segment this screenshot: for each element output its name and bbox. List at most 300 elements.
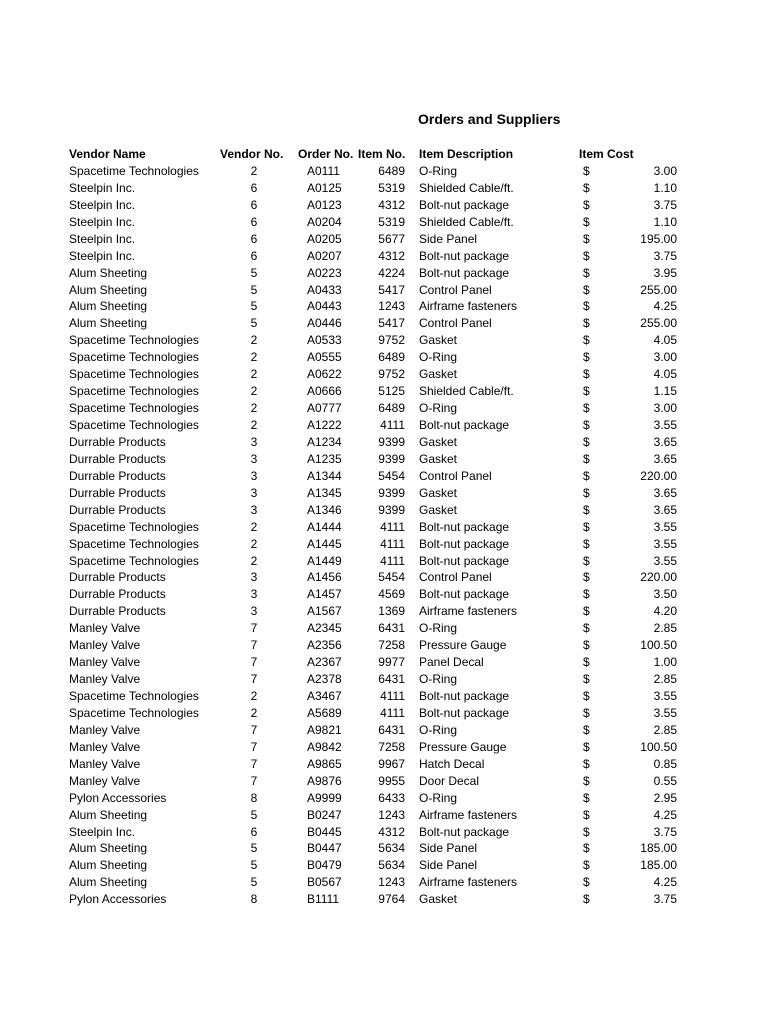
cell-item-cost: 220.00 bbox=[640, 570, 677, 585]
cell-order-no: A0125 bbox=[307, 180, 342, 195]
cell-order-no: A2367 bbox=[307, 655, 342, 670]
cell-item-cost: 2.85 bbox=[653, 672, 677, 687]
cell-item-no: 5634 bbox=[378, 841, 405, 856]
page-title: Orders and Suppliers bbox=[418, 111, 561, 127]
table-header bbox=[0, 146, 768, 163]
cell-item-description: Gasket bbox=[419, 333, 458, 348]
cell-item-cost: 3.65 bbox=[653, 502, 677, 517]
cell-item-no: 9399 bbox=[378, 434, 405, 449]
cell-vendor-no: 6 bbox=[250, 231, 258, 246]
table-row bbox=[0, 586, 768, 603]
cell-item-no: 9399 bbox=[378, 502, 405, 517]
cell-currency-symbol: $ bbox=[583, 265, 590, 280]
cell-item-no: 9967 bbox=[378, 756, 405, 771]
cell-item-description: Gasket bbox=[419, 451, 458, 466]
cell-order-no: A1457 bbox=[307, 587, 342, 602]
cell-item-cost: 3.50 bbox=[653, 587, 677, 602]
table-row bbox=[0, 637, 768, 654]
cell-item-description: Pressure Gauge bbox=[419, 638, 507, 653]
cell-vendor-no: 7 bbox=[250, 773, 258, 788]
cell-order-no: A1445 bbox=[307, 536, 342, 551]
cell-currency-symbol: $ bbox=[583, 519, 590, 534]
table-row bbox=[0, 214, 768, 231]
cell-currency-symbol: $ bbox=[583, 451, 590, 466]
cell-item-no: 7258 bbox=[378, 638, 405, 653]
cell-item-cost: 255.00 bbox=[640, 282, 677, 297]
cell-currency-symbol: $ bbox=[583, 892, 590, 907]
cell-vendor-no: 3 bbox=[250, 604, 258, 619]
table-row bbox=[0, 502, 768, 519]
cell-currency-symbol: $ bbox=[583, 604, 590, 619]
cell-vendor-name: Manley Valve bbox=[69, 739, 141, 754]
cell-order-no: A1444 bbox=[307, 519, 342, 534]
cell-vendor-no: 2 bbox=[250, 536, 258, 551]
cell-vendor-no: 8 bbox=[250, 892, 258, 907]
header-vendor-no: Vendor No. bbox=[220, 147, 284, 161]
table-row bbox=[0, 536, 768, 553]
cell-currency-symbol: $ bbox=[583, 197, 590, 212]
cell-vendor-name: Spacetime Technologies bbox=[69, 333, 199, 348]
cell-item-cost: 3.55 bbox=[653, 553, 677, 568]
cell-item-description: O-Ring bbox=[419, 401, 458, 416]
cell-vendor-name: Spacetime Technologies bbox=[69, 367, 199, 382]
table-row bbox=[0, 773, 768, 790]
cell-vendor-name: Durrable Products bbox=[69, 468, 166, 483]
cell-vendor-no: 6 bbox=[250, 197, 258, 212]
cell-currency-symbol: $ bbox=[583, 299, 590, 314]
cell-vendor-no: 5 bbox=[250, 875, 258, 890]
cell-currency-symbol: $ bbox=[583, 418, 590, 432]
cell-currency-symbol: $ bbox=[583, 841, 590, 856]
cell-vendor-name: Durrable Products bbox=[69, 485, 166, 500]
header-order-no: Order No. bbox=[298, 147, 354, 161]
table-row bbox=[0, 315, 768, 332]
cell-item-description: O-Ring bbox=[419, 790, 458, 805]
cell-vendor-no: 7 bbox=[250, 722, 258, 737]
cell-order-no: A3467 bbox=[307, 689, 342, 703]
cell-item-cost: 3.55 bbox=[653, 536, 677, 551]
cell-item-no: 5454 bbox=[378, 468, 405, 483]
cell-vendor-name: Pylon Accessories bbox=[69, 790, 167, 805]
table-row bbox=[0, 569, 768, 586]
cell-item-no: 5454 bbox=[378, 570, 405, 585]
cell-vendor-no: 2 bbox=[250, 333, 258, 348]
table-row bbox=[0, 519, 768, 536]
cell-item-cost: 2.85 bbox=[653, 621, 677, 636]
table-row bbox=[0, 688, 768, 705]
cell-item-cost: 3.75 bbox=[653, 824, 677, 839]
table-row bbox=[0, 671, 768, 688]
cell-item-no: 5319 bbox=[378, 214, 405, 229]
cell-vendor-no: 7 bbox=[250, 756, 258, 771]
cell-vendor-no: 3 bbox=[250, 468, 258, 483]
cell-currency-symbol: $ bbox=[583, 384, 590, 399]
cell-item-no: 4224 bbox=[378, 265, 405, 280]
cell-vendor-name: Manley Valve bbox=[69, 672, 141, 687]
table-row bbox=[0, 705, 768, 722]
cell-vendor-name: Spacetime Technologies bbox=[69, 689, 199, 703]
table-row bbox=[0, 485, 768, 502]
cell-item-no: 5417 bbox=[378, 316, 405, 331]
cell-vendor-no: 3 bbox=[250, 502, 258, 517]
cell-item-description: Door Decal bbox=[419, 773, 480, 788]
cell-item-no: 5417 bbox=[378, 282, 405, 297]
table-row bbox=[0, 349, 768, 366]
cell-currency-symbol: $ bbox=[583, 858, 590, 873]
header-item-no: Item No. bbox=[358, 147, 406, 161]
cell-item-description: Shielded Cable/ft. bbox=[419, 214, 514, 229]
cell-item-cost: 3.00 bbox=[653, 163, 677, 178]
cell-item-cost: 185.00 bbox=[640, 858, 677, 873]
cell-vendor-no: 6 bbox=[250, 180, 258, 195]
cell-item-no: 4111 bbox=[380, 689, 405, 703]
cell-vendor-name: Steelpin Inc. bbox=[69, 824, 136, 839]
cell-item-description: Bolt-nut package bbox=[419, 265, 510, 280]
cell-currency-symbol: $ bbox=[583, 756, 590, 771]
cell-order-no: A1222 bbox=[307, 418, 342, 432]
cell-currency-symbol: $ bbox=[583, 485, 590, 500]
cell-vendor-name: Durrable Products bbox=[69, 502, 166, 517]
cell-item-no: 1243 bbox=[378, 875, 405, 890]
cell-order-no: A0666 bbox=[307, 384, 342, 399]
cell-item-description: Airframe fasteners bbox=[419, 604, 518, 619]
cell-vendor-name: Spacetime Technologies bbox=[69, 163, 199, 178]
cell-vendor-name: Durrable Products bbox=[69, 587, 166, 602]
cell-item-no: 4569 bbox=[378, 587, 405, 602]
cell-currency-symbol: $ bbox=[583, 401, 590, 416]
cell-item-description: Panel Decal bbox=[419, 655, 484, 670]
cell-item-cost: 0.55 bbox=[653, 773, 677, 788]
cell-item-description: O-Ring bbox=[419, 722, 458, 737]
table-row bbox=[0, 891, 768, 908]
cell-vendor-no: 5 bbox=[250, 858, 258, 873]
cell-currency-symbol: $ bbox=[583, 773, 590, 788]
cell-order-no: B0247 bbox=[307, 807, 342, 822]
cell-vendor-name: Pylon Accessories bbox=[69, 892, 167, 907]
cell-vendor-name: Durrable Products bbox=[69, 570, 166, 585]
cell-item-cost: 3.75 bbox=[653, 248, 677, 263]
cell-vendor-no: 2 bbox=[250, 367, 258, 382]
cell-order-no: A1235 bbox=[307, 451, 342, 466]
cell-vendor-no: 2 bbox=[250, 705, 258, 720]
cell-item-description: Bolt-nut package bbox=[419, 553, 510, 568]
cell-vendor-name: Spacetime Technologies bbox=[69, 705, 199, 720]
table-row bbox=[0, 468, 768, 485]
cell-vendor-name: Manley Valve bbox=[69, 773, 141, 788]
cell-item-no: 9977 bbox=[378, 655, 405, 670]
cell-vendor-no: 3 bbox=[250, 570, 258, 585]
table-row bbox=[0, 197, 768, 214]
cell-item-description: Bolt-nut package bbox=[419, 536, 510, 551]
cell-vendor-no: 6 bbox=[250, 248, 258, 263]
table-row bbox=[0, 383, 768, 400]
cell-currency-symbol: $ bbox=[583, 231, 590, 246]
cell-vendor-name: Spacetime Technologies bbox=[69, 350, 199, 365]
cell-vendor-name: Spacetime Technologies bbox=[69, 401, 199, 416]
cell-item-cost: 3.00 bbox=[653, 401, 677, 416]
cell-item-description: Side Panel bbox=[419, 858, 478, 873]
cell-item-description: Control Panel bbox=[419, 570, 492, 585]
cell-order-no: A0123 bbox=[307, 197, 342, 212]
cell-vendor-no: 8 bbox=[250, 790, 258, 805]
cell-vendor-name: Alum Sheeting bbox=[69, 875, 148, 890]
cell-item-description: Control Panel bbox=[419, 282, 492, 297]
cell-item-cost: 220.00 bbox=[640, 468, 677, 483]
table-row bbox=[0, 824, 768, 841]
cell-item-no: 9752 bbox=[378, 333, 405, 348]
table-row bbox=[0, 417, 768, 434]
cell-item-description: Pressure Gauge bbox=[419, 739, 507, 754]
cell-vendor-name: Durrable Products bbox=[69, 451, 166, 466]
cell-item-cost: 0.85 bbox=[653, 756, 677, 771]
table-row bbox=[0, 553, 768, 570]
cell-item-description: O-Ring bbox=[419, 672, 458, 687]
cell-vendor-name: Alum Sheeting bbox=[69, 299, 148, 314]
cell-currency-symbol: $ bbox=[583, 790, 590, 805]
cell-item-cost: 3.95 bbox=[653, 265, 677, 280]
cell-item-description: Bolt-nut package bbox=[419, 418, 510, 432]
cell-vendor-name: Steelpin Inc. bbox=[69, 214, 136, 229]
cell-item-no: 5319 bbox=[378, 180, 405, 195]
cell-item-description: Airframe fasteners bbox=[419, 807, 518, 822]
cell-item-cost: 3.55 bbox=[653, 418, 677, 432]
cell-item-description: Side Panel bbox=[419, 841, 478, 856]
cell-order-no: A9865 bbox=[307, 756, 342, 771]
cell-vendor-no: 5 bbox=[250, 282, 258, 297]
cell-currency-symbol: $ bbox=[583, 570, 590, 585]
cell-currency-symbol: $ bbox=[583, 689, 590, 703]
cell-order-no: B0447 bbox=[307, 841, 342, 856]
cell-order-no: A5689 bbox=[307, 705, 342, 720]
cell-vendor-no: 2 bbox=[250, 553, 258, 568]
cell-vendor-no: 2 bbox=[250, 689, 258, 703]
cell-vendor-no: 2 bbox=[250, 401, 258, 416]
cell-currency-symbol: $ bbox=[583, 282, 590, 297]
cell-item-no: 6489 bbox=[378, 163, 405, 178]
cell-item-cost: 1.10 bbox=[653, 214, 677, 229]
cell-currency-symbol: $ bbox=[583, 553, 590, 568]
cell-vendor-name: Spacetime Technologies bbox=[69, 553, 199, 568]
cell-item-no: 9752 bbox=[378, 367, 405, 382]
cell-item-description: Airframe fasteners bbox=[419, 299, 518, 314]
cell-item-cost: 4.25 bbox=[653, 299, 677, 314]
cell-vendor-no: 2 bbox=[250, 350, 258, 365]
cell-vendor-name: Manley Valve bbox=[69, 756, 141, 771]
cell-vendor-name: Alum Sheeting bbox=[69, 858, 148, 873]
cell-item-no: 6489 bbox=[378, 401, 405, 416]
cell-item-cost: 4.05 bbox=[653, 367, 677, 382]
cell-order-no: B0567 bbox=[307, 875, 342, 890]
cell-item-no: 1369 bbox=[378, 604, 405, 619]
cell-currency-symbol: $ bbox=[583, 367, 590, 382]
table-row bbox=[0, 282, 768, 299]
table-row bbox=[0, 451, 768, 468]
table-row bbox=[0, 857, 768, 874]
cell-item-description: Gasket bbox=[419, 892, 458, 907]
cell-item-no: 1243 bbox=[378, 807, 405, 822]
cell-item-cost: 1.10 bbox=[653, 180, 677, 195]
cell-currency-symbol: $ bbox=[583, 621, 590, 636]
cell-vendor-name: Alum Sheeting bbox=[69, 316, 148, 331]
table-row bbox=[0, 874, 768, 891]
table-row bbox=[0, 265, 768, 282]
cell-currency-symbol: $ bbox=[583, 807, 590, 822]
table-row bbox=[0, 248, 768, 265]
cell-item-no: 6431 bbox=[378, 621, 405, 636]
table-row bbox=[0, 298, 768, 315]
cell-vendor-no: 5 bbox=[250, 265, 258, 280]
cell-item-no: 9764 bbox=[378, 892, 405, 907]
table-row bbox=[0, 332, 768, 349]
table-row bbox=[0, 366, 768, 383]
cell-currency-symbol: $ bbox=[583, 722, 590, 737]
cell-vendor-no: 5 bbox=[250, 841, 258, 856]
cell-vendor-no: 7 bbox=[250, 621, 258, 636]
cell-vendor-name: Steelpin Inc. bbox=[69, 231, 136, 246]
cell-order-no: A0555 bbox=[307, 350, 342, 365]
cell-item-cost: 255.00 bbox=[640, 316, 677, 331]
cell-currency-symbol: $ bbox=[583, 502, 590, 517]
cell-item-no: 7258 bbox=[378, 739, 405, 754]
table-row bbox=[0, 603, 768, 620]
cell-order-no: A1346 bbox=[307, 502, 342, 517]
cell-vendor-no: 5 bbox=[250, 299, 258, 314]
cell-item-cost: 3.65 bbox=[653, 485, 677, 500]
cell-item-description: Gasket bbox=[419, 502, 458, 517]
cell-order-no: B0479 bbox=[307, 858, 342, 873]
cell-vendor-name: Spacetime Technologies bbox=[69, 536, 199, 551]
table-row bbox=[0, 722, 768, 739]
cell-order-no: A0204 bbox=[307, 214, 342, 229]
cell-item-no: 5634 bbox=[378, 858, 405, 873]
cell-item-description: Bolt-nut package bbox=[419, 587, 510, 602]
cell-order-no: A0777 bbox=[307, 401, 342, 416]
cell-item-cost: 4.20 bbox=[653, 604, 677, 619]
cell-currency-symbol: $ bbox=[583, 672, 590, 687]
cell-order-no: A1234 bbox=[307, 434, 342, 449]
cell-item-no: 4111 bbox=[380, 418, 405, 432]
cell-vendor-name: Alum Sheeting bbox=[69, 841, 148, 856]
cell-currency-symbol: $ bbox=[583, 705, 590, 720]
cell-item-description: Control Panel bbox=[419, 316, 492, 331]
cell-order-no: A1344 bbox=[307, 468, 342, 483]
cell-vendor-name: Manley Valve bbox=[69, 638, 141, 653]
cell-currency-symbol: $ bbox=[583, 536, 590, 551]
cell-item-description: Gasket bbox=[419, 434, 458, 449]
table-row bbox=[0, 756, 768, 773]
cell-vendor-name: Steelpin Inc. bbox=[69, 180, 136, 195]
cell-vendor-no: 3 bbox=[250, 434, 258, 449]
cell-item-description: Hatch Decal bbox=[419, 756, 485, 771]
table-row bbox=[0, 231, 768, 248]
table-row bbox=[0, 790, 768, 807]
cell-currency-symbol: $ bbox=[583, 214, 590, 229]
cell-item-cost: 3.55 bbox=[653, 519, 677, 534]
cell-vendor-no: 5 bbox=[250, 807, 258, 822]
cell-vendor-name: Alum Sheeting bbox=[69, 265, 148, 280]
table-row bbox=[0, 840, 768, 857]
cell-item-cost: 3.00 bbox=[653, 350, 677, 365]
cell-item-cost: 100.50 bbox=[640, 638, 677, 653]
cell-item-cost: 3.65 bbox=[653, 434, 677, 449]
cell-vendor-name: Manley Valve bbox=[69, 621, 141, 636]
cell-item-description: Shielded Cable/ft. bbox=[419, 384, 514, 399]
cell-item-cost: 3.75 bbox=[653, 197, 677, 212]
table-row bbox=[0, 807, 768, 824]
cell-item-cost: 4.25 bbox=[653, 807, 677, 822]
cell-vendor-name: Spacetime Technologies bbox=[69, 418, 199, 432]
cell-order-no: A9999 bbox=[307, 790, 342, 805]
cell-order-no: A0205 bbox=[307, 231, 342, 246]
cell-item-no: 4312 bbox=[378, 248, 405, 263]
cell-item-description: Bolt-nut package bbox=[419, 519, 510, 534]
cell-item-description: Bolt-nut package bbox=[419, 248, 510, 263]
cell-item-description: O-Ring bbox=[419, 163, 458, 178]
cell-vendor-no: 2 bbox=[250, 384, 258, 399]
cell-order-no: A0533 bbox=[307, 333, 342, 348]
cell-item-no: 6431 bbox=[378, 722, 405, 737]
cell-currency-symbol: $ bbox=[583, 316, 590, 331]
cell-order-no: A2356 bbox=[307, 638, 342, 653]
cell-order-no: B1111 bbox=[307, 892, 340, 907]
cell-item-description: Side Panel bbox=[419, 231, 478, 246]
table-row bbox=[0, 180, 768, 197]
cell-item-no: 9399 bbox=[378, 485, 405, 500]
cell-order-no: A0207 bbox=[307, 248, 342, 263]
cell-item-cost: 4.05 bbox=[653, 333, 677, 348]
cell-item-cost: 2.85 bbox=[653, 722, 677, 737]
cell-vendor-name: Spacetime Technologies bbox=[69, 384, 199, 399]
cell-item-no: 4111 bbox=[380, 553, 405, 568]
cell-vendor-name: Spacetime Technologies bbox=[69, 519, 199, 534]
cell-vendor-name: Durrable Products bbox=[69, 434, 166, 449]
cell-item-no: 5125 bbox=[378, 384, 405, 399]
cell-vendor-no: 6 bbox=[250, 214, 258, 229]
cell-item-cost: 1.15 bbox=[653, 384, 677, 399]
cell-vendor-name: Durrable Products bbox=[69, 604, 166, 619]
cell-vendor-name: Manley Valve bbox=[69, 722, 141, 737]
cell-order-no: A1567 bbox=[307, 604, 342, 619]
cell-order-no: A1456 bbox=[307, 570, 342, 585]
cell-currency-symbol: $ bbox=[583, 587, 590, 602]
table-row bbox=[0, 434, 768, 451]
cell-item-description: O-Ring bbox=[419, 621, 458, 636]
cell-currency-symbol: $ bbox=[583, 875, 590, 890]
cell-vendor-no: 2 bbox=[250, 163, 258, 178]
cell-currency-symbol: $ bbox=[583, 739, 590, 754]
cell-item-cost: 185.00 bbox=[640, 841, 677, 856]
cell-vendor-no: 7 bbox=[250, 672, 258, 687]
table-row bbox=[0, 620, 768, 637]
cell-vendor-no: 6 bbox=[250, 824, 258, 839]
cell-item-no: 6489 bbox=[378, 350, 405, 365]
cell-item-cost: 3.55 bbox=[653, 705, 677, 720]
cell-vendor-no: 7 bbox=[250, 655, 258, 670]
cell-order-no: A0223 bbox=[307, 265, 342, 280]
cell-vendor-name: Manley Valve bbox=[69, 655, 141, 670]
cell-vendor-no: 7 bbox=[250, 638, 258, 653]
cell-order-no: A9876 bbox=[307, 773, 342, 788]
cell-item-description: Gasket bbox=[419, 485, 458, 500]
cell-vendor-name: Steelpin Inc. bbox=[69, 248, 136, 263]
cell-order-no: A0446 bbox=[307, 316, 342, 331]
cell-item-cost: 3.65 bbox=[653, 451, 677, 466]
cell-vendor-name: Steelpin Inc. bbox=[69, 197, 136, 212]
cell-item-no: 4111 bbox=[380, 536, 405, 551]
header-item-description: Item Description bbox=[419, 147, 514, 161]
orders-table bbox=[0, 146, 768, 908]
cell-item-no: 4312 bbox=[378, 824, 405, 839]
